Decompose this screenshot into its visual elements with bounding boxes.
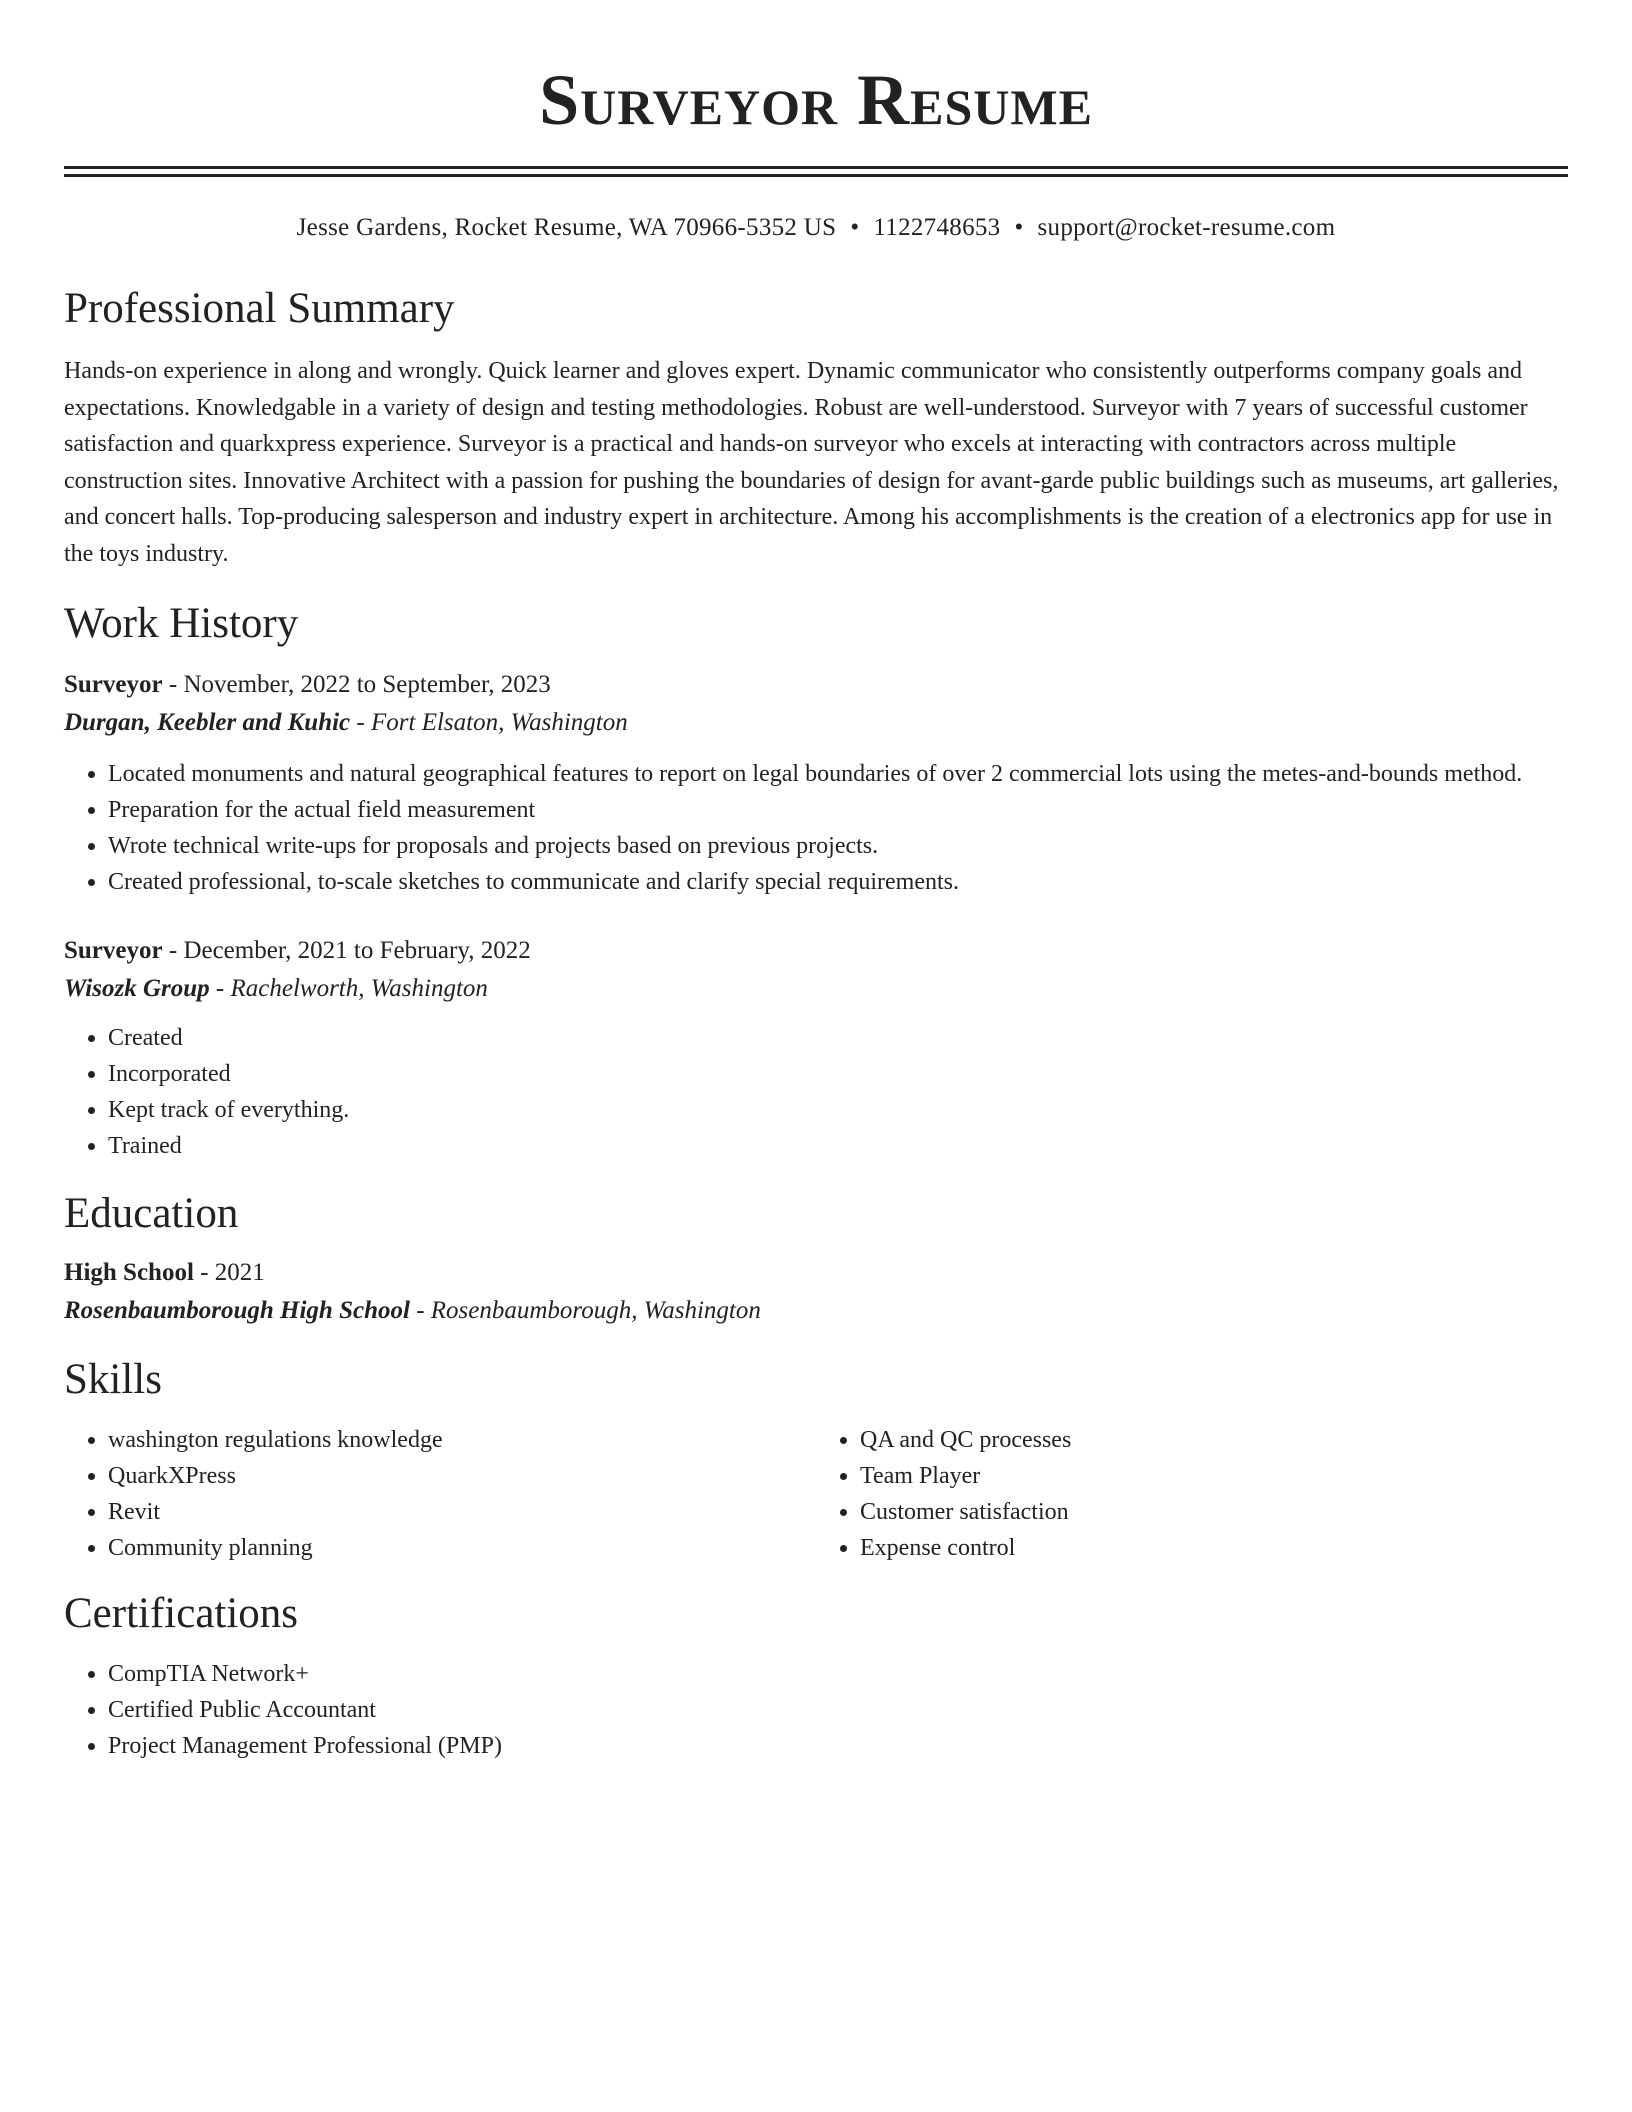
separator: - [209,975,231,1002]
school-line [64,1294,1568,1328]
separator: - [162,671,184,698]
contact-phone: 1122748653 [873,214,1001,241]
skill-item: • Customer satisfaction [860,1494,1568,1530]
separator: - [350,709,371,736]
job-dates: November, 2022 to September, 2023 [183,671,551,698]
degree: High School [64,1259,194,1286]
job-entry [64,934,1568,1164]
job-title-line [64,934,1568,968]
skill-item: • Revit [108,1494,816,1530]
skills-column [816,1422,1568,1566]
job-duties-list [64,756,1568,900]
job-role: Surveyor [64,671,163,698]
certification-item: • Certified Public Accountant [108,1692,1568,1728]
degree-line [64,1256,1568,1290]
skill-item: • Expense control [860,1530,1568,1566]
skill-item: • QA and QC processes [860,1422,1568,1458]
contact-separator: • [1014,214,1024,241]
job-dates: December, 2021 to February, 2022 [183,937,531,964]
employer-line [64,706,1568,740]
job-duties-list [64,1020,1568,1164]
skills-column [64,1422,816,1566]
separator: - [409,1297,431,1324]
list-item: • Incorporated [108,1056,1568,1092]
work-history-heading: Work History [64,600,299,647]
job-location: Fort Elsaton, Washington [371,709,628,736]
list-item: • Trained [108,1128,1568,1164]
list-item: • Created [108,1020,1568,1056]
job-title-line [64,668,1568,702]
list-item: • Located monuments and natural geographical features to report on legal boundaries of over 2 commercial lots using the metes-and-bounds method. [108,756,1568,792]
certification-item: • Project Management Professional (PMP) [108,1728,1568,1764]
job-company: Durgan, Keebler and Kuhic [64,709,351,736]
summary-text: Hands-on experience in along and wrongly. Quick learner and gloves expert. Dynamic communicator who consistently outperforms company goals and expectations. Knowledgable in a variety of design and testing methodologies. Robust are well-understood. Surveyor with 7 years of successful customer satisfaction and quarkxpress experience. Surveyor is a practical and hands-on surveyor who excels at interacting with contractors across multiple construction sites. Innovative Architect with a passion for pushing the boundaries of design for avant-garde public buildings such as museums, art galleries, and concert halls. Top-producing salesperson and industry expert in architecture. Among his accomplishments is the creation of a electronics app for use in the toys industry. [64,358,1559,567]
skills-heading: Skills [64,1356,162,1403]
page-title: Surveyor Resume [539,60,1093,140]
job-role: Surveyor [64,937,163,964]
contact-address: Jesse Gardens, Rocket Resume, WA 70966-5352 US [296,214,837,241]
graduation-year: 2021 [214,1259,265,1286]
job-location: Rachelworth, Washington [230,975,488,1002]
summary-heading: Professional Summary [64,285,455,332]
list-item: • Created professional, to-scale sketches to communicate and clarify special requirements. [108,864,1568,900]
separator: - [162,937,184,964]
skill-item: • Team Player [860,1458,1568,1494]
contact-line [64,213,1568,243]
certifications-list [64,1656,1568,1764]
title-divider [64,166,1568,177]
certifications-heading: Certifications [64,1590,299,1637]
school-location: Rosenbaumborough, Washington [430,1297,761,1324]
school-name: Rosenbaumborough High School [64,1297,410,1324]
list-item: • Preparation for the actual field measurement [108,792,1568,828]
certification-item: • CompTIA Network+ [108,1656,1568,1692]
skills-grid [64,1422,1568,1566]
skill-item: • Community planning [108,1530,816,1566]
contact-email: support@rocket-resume.com [1037,214,1336,241]
separator: - [193,1259,215,1286]
job-company: Wisozk Group [64,975,210,1002]
skill-item: • QuarkXPress [108,1458,816,1494]
list-item: • Wrote technical write-ups for proposals and projects based on previous projects. [108,828,1568,864]
education-entry [64,1256,1568,1328]
education-heading: Education [64,1190,239,1237]
employer-line [64,972,1568,1006]
skill-item: • washington regulations knowledge [108,1422,816,1458]
contact-separator: • [850,214,860,241]
list-item: • Kept track of everything. [108,1092,1568,1128]
job-entry [64,668,1568,900]
